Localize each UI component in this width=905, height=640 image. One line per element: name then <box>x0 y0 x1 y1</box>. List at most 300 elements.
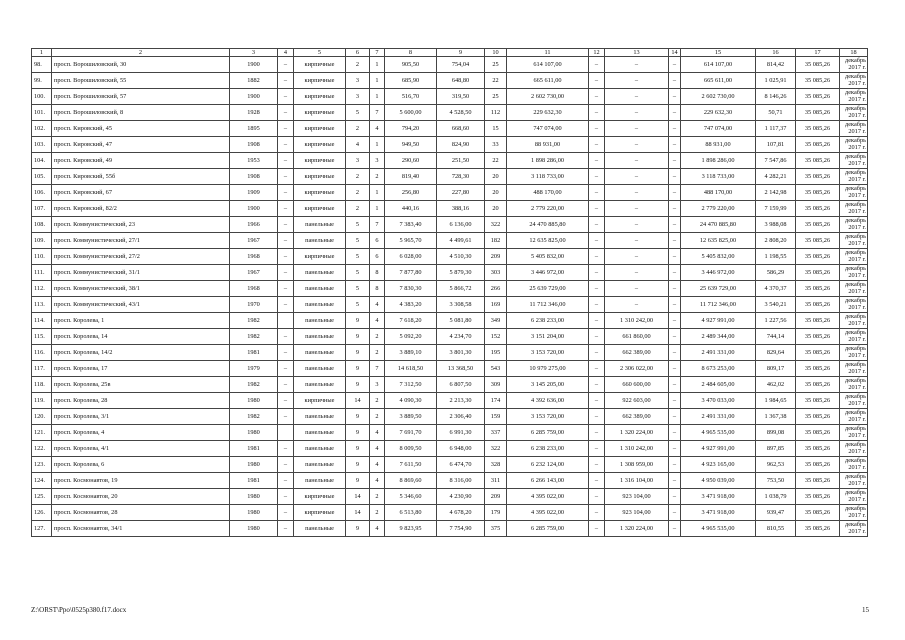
cell-cost-local: – <box>669 297 681 313</box>
cell-residents: 328 <box>485 457 507 473</box>
table-row <box>32 329 868 345</box>
cell-entrances: 2 <box>370 169 385 185</box>
cell-year-repair: – <box>278 505 294 521</box>
table-row <box>32 297 868 313</box>
cell-residents: 349 <box>485 313 507 329</box>
cell-total-area: 6 513,80 <box>385 505 437 521</box>
cell-max-unit-cost: 35 085,26 <box>796 393 840 409</box>
cell-wall-material: панельные <box>294 233 346 249</box>
cell-residents: 266 <box>485 281 507 297</box>
cell-year-repair: – <box>278 489 294 505</box>
cell-floors: 9 <box>346 329 370 345</box>
cell-floors: 2 <box>346 169 370 185</box>
cell-row-number: 102. <box>32 121 52 137</box>
table-row <box>32 169 868 185</box>
cell-cost-regional: – <box>605 281 669 297</box>
cell-total-cost: 665 611,00 <box>507 73 589 89</box>
cell-max-unit-cost: 35 085,26 <box>796 73 840 89</box>
cell-unit-cost: 107,81 <box>756 137 796 153</box>
cell-year-repair: – <box>278 89 294 105</box>
cell-cost-owners: 2 489 344,00 <box>681 329 756 345</box>
cell-max-unit-cost: 35 085,26 <box>796 249 840 265</box>
cell-living-area: 227,80 <box>437 185 485 201</box>
cell-unit-cost: 3 540,21 <box>756 297 796 313</box>
cell-wall-material: панельные <box>294 473 346 489</box>
cell-cost-owners: 3 470 033,00 <box>681 393 756 409</box>
cell-residents: 174 <box>485 393 507 409</box>
cell-year-repair <box>278 425 294 441</box>
table-row <box>32 249 868 265</box>
cell-max-unit-cost: 35 085,26 <box>796 505 840 521</box>
cell-floors: 9 <box>346 345 370 361</box>
cell-address: просп. Коммунистический, 23 <box>52 217 230 233</box>
cell-living-area: 388,16 <box>437 201 485 217</box>
cell-year-built: 1982 <box>230 377 278 393</box>
cell-total-cost: 24 470 885,80 <box>507 217 589 233</box>
cell-planned-date: декабрь 2017 г. <box>840 281 868 297</box>
cell-planned-date: декабрь 2017 г. <box>840 361 868 377</box>
cell-total-cost: 3 153 720,00 <box>507 409 589 425</box>
cell-residents: 543 <box>485 361 507 377</box>
cell-living-area: 4 234,70 <box>437 329 485 345</box>
cell-cost-regional: – <box>605 169 669 185</box>
cell-unit-cost: 962,53 <box>756 457 796 473</box>
column-number-12: 12 <box>589 49 605 57</box>
cell-unit-cost: 7 547,86 <box>756 153 796 169</box>
cell-cost-owners: 11 712 346,00 <box>681 297 756 313</box>
cell-residents: 303 <box>485 265 507 281</box>
cell-address: просп. Коммунистический, 31/1 <box>52 265 230 281</box>
cell-living-area: 4 678,20 <box>437 505 485 521</box>
cell-cost-local: – <box>669 505 681 521</box>
table-row <box>32 233 868 249</box>
cell-unit-cost: 4 282,21 <box>756 169 796 185</box>
cell-unit-cost: 1 025,91 <box>756 73 796 89</box>
cell-cost-owners: 4 965 535,00 <box>681 425 756 441</box>
cell-cost-regional: – <box>605 233 669 249</box>
cell-row-number: 122. <box>32 441 52 457</box>
cell-residents: 311 <box>485 473 507 489</box>
cell-entrances: 4 <box>370 297 385 313</box>
cell-year-repair <box>278 313 294 329</box>
cell-unit-cost: 4 370,37 <box>756 281 796 297</box>
cell-max-unit-cost: 35 085,26 <box>796 265 840 281</box>
cell-address: просп. Коммунистический, 43/1 <box>52 297 230 313</box>
cell-cost-regional: 1 316 104,00 <box>605 473 669 489</box>
cell-entrances: 1 <box>370 137 385 153</box>
cell-year-built: 1970 <box>230 297 278 313</box>
cell-address: просп. Ворошиловский, 8 <box>52 105 230 121</box>
cell-row-number: 106. <box>32 185 52 201</box>
cell-entrances: 3 <box>370 153 385 169</box>
cell-residents: 179 <box>485 505 507 521</box>
cell-planned-date: декабрь 2017 г. <box>840 377 868 393</box>
cell-total-cost: 3 153 720,00 <box>507 345 589 361</box>
cell-residents: 209 <box>485 489 507 505</box>
cell-planned-date: декабрь 2017 г. <box>840 505 868 521</box>
column-number-row <box>32 49 868 57</box>
cell-planned-date: декабрь 2017 г. <box>840 201 868 217</box>
cell-unit-cost: 1 117,37 <box>756 121 796 137</box>
cell-wall-material: кирпичные <box>294 249 346 265</box>
cell-cost-regional: 1 320 224,00 <box>605 521 669 537</box>
cell-unit-cost: 586,29 <box>756 265 796 281</box>
cell-total-area: 794,20 <box>385 121 437 137</box>
cell-total-area: 5 600,00 <box>385 105 437 121</box>
table-row <box>32 361 868 377</box>
cell-floors: 9 <box>346 457 370 473</box>
cell-row-number: 121. <box>32 425 52 441</box>
cell-cost-regional: 661 860,00 <box>605 329 669 345</box>
cell-total-area: 7 877,80 <box>385 265 437 281</box>
table-row <box>32 281 868 297</box>
cell-year-repair: – <box>278 57 294 73</box>
table-row <box>32 425 868 441</box>
table-row <box>32 265 868 281</box>
cell-cost-owners: 4 927 991,00 <box>681 313 756 329</box>
cell-total-area: 256,80 <box>385 185 437 201</box>
cell-cost-owners: 3 471 918,00 <box>681 505 756 521</box>
cell-entrances: 2 <box>370 505 385 521</box>
cell-cost-owners: 2 484 605,00 <box>681 377 756 393</box>
cell-living-area: 754,04 <box>437 57 485 73</box>
cell-cost-federal: – <box>589 201 605 217</box>
cell-max-unit-cost: 35 085,26 <box>796 329 840 345</box>
cell-total-cost: 2 779 220,00 <box>507 201 589 217</box>
cell-wall-material: кирпичные <box>294 105 346 121</box>
table-row <box>32 457 868 473</box>
cell-total-cost: 4 392 636,00 <box>507 393 589 409</box>
cell-max-unit-cost: 35 085,26 <box>796 473 840 489</box>
cell-year-built: 1900 <box>230 89 278 105</box>
cell-address: просп. Космонавтов, 28 <box>52 505 230 521</box>
cell-entrances: 6 <box>370 249 385 265</box>
cell-planned-date: декабрь 2017 г. <box>840 409 868 425</box>
cell-cost-federal: – <box>589 281 605 297</box>
cell-max-unit-cost: 35 085,26 <box>796 121 840 137</box>
cell-cost-owners: 3 118 733,00 <box>681 169 756 185</box>
cell-cost-local: – <box>669 345 681 361</box>
cell-year-repair: – <box>278 409 294 425</box>
cell-wall-material: панельные <box>294 409 346 425</box>
cell-cost-owners: 24 470 885,80 <box>681 217 756 233</box>
cell-year-built: 1895 <box>230 121 278 137</box>
cell-cost-regional: – <box>605 185 669 201</box>
cell-cost-local: – <box>669 137 681 153</box>
cell-wall-material: панельные <box>294 377 346 393</box>
cell-row-number: 113. <box>32 297 52 313</box>
cell-living-area: 668,60 <box>437 121 485 137</box>
cell-planned-date: декабрь 2017 г. <box>840 185 868 201</box>
cell-total-cost: 5 405 832,00 <box>507 249 589 265</box>
cell-row-number: 119. <box>32 393 52 409</box>
column-number-8: 8 <box>385 49 437 57</box>
cell-entrances: 2 <box>370 393 385 409</box>
cell-wall-material: кирпичные <box>294 89 346 105</box>
cell-max-unit-cost: 35 085,26 <box>796 217 840 233</box>
cell-wall-material: панельные <box>294 345 346 361</box>
cell-max-unit-cost: 35 085,26 <box>796 233 840 249</box>
cell-floors: 2 <box>346 57 370 73</box>
table-row <box>32 105 868 121</box>
cell-total-area: 4 090,30 <box>385 393 437 409</box>
table-row <box>32 313 868 329</box>
cell-total-cost: 747 074,00 <box>507 121 589 137</box>
cell-living-area: 4 510,30 <box>437 249 485 265</box>
cell-cost-federal: – <box>589 393 605 409</box>
cell-living-area: 648,80 <box>437 73 485 89</box>
cell-max-unit-cost: 35 085,26 <box>796 281 840 297</box>
cell-cost-regional: – <box>605 217 669 233</box>
cell-cost-federal: – <box>589 169 605 185</box>
table-row <box>32 137 868 153</box>
cell-year-repair: – <box>278 457 294 473</box>
cell-max-unit-cost: 35 085,26 <box>796 441 840 457</box>
cell-cost-local: – <box>669 473 681 489</box>
cell-total-cost: 6 238 233,00 <box>507 313 589 329</box>
cell-floors: 9 <box>346 361 370 377</box>
cell-unit-cost: 7 159,99 <box>756 201 796 217</box>
cell-max-unit-cost: 35 085,26 <box>796 345 840 361</box>
cell-wall-material: панельные <box>294 457 346 473</box>
cell-unit-cost: 744,14 <box>756 329 796 345</box>
cell-cost-owners: 4 927 991,00 <box>681 441 756 457</box>
cell-cost-local: – <box>669 169 681 185</box>
cell-living-area: 251,50 <box>437 153 485 169</box>
cell-wall-material: кирпичные <box>294 57 346 73</box>
cell-living-area: 4 528,50 <box>437 105 485 121</box>
cell-year-repair: – <box>278 201 294 217</box>
column-number-9: 9 <box>437 49 485 57</box>
cell-planned-date: декабрь 2017 г. <box>840 441 868 457</box>
cell-residents: 322 <box>485 217 507 233</box>
cell-cost-regional: 1 310 242,00 <box>605 441 669 457</box>
cell-year-repair: – <box>278 281 294 297</box>
cell-floors: 2 <box>346 121 370 137</box>
cell-entrances: 4 <box>370 425 385 441</box>
cell-max-unit-cost: 35 085,26 <box>796 425 840 441</box>
cell-total-cost: 1 898 286,00 <box>507 153 589 169</box>
cell-cost-owners: 2 779 220,00 <box>681 201 756 217</box>
cell-planned-date: декабрь 2017 г. <box>840 313 868 329</box>
cell-row-number: 99. <box>32 73 52 89</box>
cell-address: просп. Космонавтов, 34/1 <box>52 521 230 537</box>
cell-year-built: 1882 <box>230 73 278 89</box>
cell-cost-local: – <box>669 217 681 233</box>
cell-address: просп. Кировский, 55б <box>52 169 230 185</box>
cell-cost-federal: – <box>589 329 605 345</box>
cell-floors: 9 <box>346 377 370 393</box>
cell-cost-regional: – <box>605 297 669 313</box>
cell-total-area: 7 691,70 <box>385 425 437 441</box>
cell-total-area: 4 383,20 <box>385 297 437 313</box>
cell-cost-local: – <box>669 57 681 73</box>
cell-living-area: 6 991,30 <box>437 425 485 441</box>
cell-year-built: 1979 <box>230 361 278 377</box>
cell-year-built: 1908 <box>230 137 278 153</box>
cell-planned-date: декабрь 2017 г. <box>840 473 868 489</box>
cell-floors: 5 <box>346 281 370 297</box>
cell-living-area: 3 801,30 <box>437 345 485 361</box>
cell-wall-material: панельные <box>294 441 346 457</box>
cell-total-area: 905,50 <box>385 57 437 73</box>
cell-residents: 337 <box>485 425 507 441</box>
cell-total-cost: 488 170,00 <box>507 185 589 201</box>
cell-cost-local: – <box>669 409 681 425</box>
cell-wall-material: панельные <box>294 297 346 313</box>
cell-wall-material: панельные <box>294 425 346 441</box>
cell-entrances: 7 <box>370 361 385 377</box>
cell-total-cost: 2 602 730,00 <box>507 89 589 105</box>
cell-total-area: 7 618,20 <box>385 313 437 329</box>
cell-unit-cost: 2 142,98 <box>756 185 796 201</box>
column-number-11: 11 <box>507 49 589 57</box>
cell-total-cost: 3 118 733,00 <box>507 169 589 185</box>
cell-entrances: 1 <box>370 185 385 201</box>
cell-address: просп. Королева, 6 <box>52 457 230 473</box>
table-row <box>32 217 868 233</box>
cell-residents: 22 <box>485 153 507 169</box>
cell-living-area: 13 368,50 <box>437 361 485 377</box>
cell-cost-federal: – <box>589 345 605 361</box>
cell-year-built: 1980 <box>230 505 278 521</box>
cell-year-built: 1980 <box>230 457 278 473</box>
cell-max-unit-cost: 35 085,26 <box>796 169 840 185</box>
cell-entrances: 6 <box>370 233 385 249</box>
cell-cost-owners: 1 898 286,00 <box>681 153 756 169</box>
column-number-17: 17 <box>796 49 840 57</box>
cell-cost-local: – <box>669 457 681 473</box>
cell-cost-federal: – <box>589 473 605 489</box>
cell-entrances: 4 <box>370 457 385 473</box>
cell-address: просп. Кировский, 49 <box>52 153 230 169</box>
cell-entrances: 8 <box>370 265 385 281</box>
cell-year-built: 1982 <box>230 313 278 329</box>
cell-cost-local: – <box>669 121 681 137</box>
cell-row-number: 126. <box>32 505 52 521</box>
cell-max-unit-cost: 35 085,26 <box>796 457 840 473</box>
cell-cost-owners: 4 923 165,00 <box>681 457 756 473</box>
cell-year-repair: – <box>278 377 294 393</box>
cell-wall-material: панельные <box>294 361 346 377</box>
cell-floors: 9 <box>346 425 370 441</box>
cell-year-built: 1980 <box>230 521 278 537</box>
cell-row-number: 115. <box>32 329 52 345</box>
table-row <box>32 201 868 217</box>
cell-cost-federal: – <box>589 489 605 505</box>
cell-row-number: 116. <box>32 345 52 361</box>
cell-total-area: 6 028,00 <box>385 249 437 265</box>
cell-address: просп. Космонавтов, 19 <box>52 473 230 489</box>
cell-entrances: 1 <box>370 201 385 217</box>
cell-year-built: 1967 <box>230 265 278 281</box>
cell-wall-material: кирпичные <box>294 489 346 505</box>
cell-address: просп. Королева, 4/1 <box>52 441 230 457</box>
cell-wall-material: кирпичные <box>294 153 346 169</box>
cell-address: просп. Коммунистический, 27/1 <box>52 233 230 249</box>
cell-living-area: 6 948,00 <box>437 441 485 457</box>
cell-cost-owners: 4 965 535,00 <box>681 521 756 537</box>
cell-unit-cost: 1 227,56 <box>756 313 796 329</box>
cell-unit-cost: 50,71 <box>756 105 796 121</box>
cell-year-built: 1900 <box>230 201 278 217</box>
cell-unit-cost: 1 984,65 <box>756 393 796 409</box>
cell-total-cost: 3 446 972,00 <box>507 265 589 281</box>
cell-max-unit-cost: 35 085,26 <box>796 89 840 105</box>
cell-planned-date: декабрь 2017 г. <box>840 265 868 281</box>
cell-year-built: 1908 <box>230 169 278 185</box>
cell-planned-date: декабрь 2017 г. <box>840 105 868 121</box>
cell-max-unit-cost: 35 085,26 <box>796 521 840 537</box>
cell-cost-regional: – <box>605 153 669 169</box>
cell-residents: 20 <box>485 185 507 201</box>
cell-living-area: 8 316,00 <box>437 473 485 489</box>
cell-residents: 20 <box>485 169 507 185</box>
cell-cost-owners: 614 107,00 <box>681 57 756 73</box>
cell-living-area: 5 081,80 <box>437 313 485 329</box>
table-row <box>32 121 868 137</box>
cell-year-built: 1981 <box>230 345 278 361</box>
cell-wall-material: панельные <box>294 265 346 281</box>
cell-cost-federal: – <box>589 105 605 121</box>
cell-total-cost: 4 395 022,00 <box>507 505 589 521</box>
cell-year-repair: – <box>278 121 294 137</box>
cell-total-area: 516,70 <box>385 89 437 105</box>
cell-living-area: 4 499,61 <box>437 233 485 249</box>
cell-cost-regional: 1 308 959,00 <box>605 457 669 473</box>
cell-year-built: 1980 <box>230 425 278 441</box>
cell-wall-material: кирпичные <box>294 137 346 153</box>
cell-living-area: 4 230,90 <box>437 489 485 505</box>
column-number-16: 16 <box>756 49 796 57</box>
table-row <box>32 377 868 393</box>
cell-entrances: 2 <box>370 345 385 361</box>
cell-total-cost: 6 266 143,00 <box>507 473 589 489</box>
cell-row-number: 114. <box>32 313 52 329</box>
column-number-13: 13 <box>605 49 669 57</box>
housing-register-table <box>31 48 868 537</box>
column-number-4: 4 <box>278 49 294 57</box>
cell-cost-local: – <box>669 361 681 377</box>
cell-year-repair: – <box>278 185 294 201</box>
cell-wall-material: кирпичные <box>294 169 346 185</box>
cell-address: просп. Королева, 28 <box>52 393 230 409</box>
cell-living-area: 6 474,70 <box>437 457 485 473</box>
cell-planned-date: декабрь 2017 г. <box>840 217 868 233</box>
cell-cost-local: – <box>669 281 681 297</box>
cell-planned-date: декабрь 2017 г. <box>840 73 868 89</box>
cell-floors: 5 <box>346 217 370 233</box>
cell-year-built: 1928 <box>230 105 278 121</box>
cell-residents: 209 <box>485 249 507 265</box>
cell-cost-regional: – <box>605 249 669 265</box>
column-number-14: 14 <box>669 49 681 57</box>
cell-cost-owners: 88 931,00 <box>681 137 756 153</box>
table-row <box>32 521 868 537</box>
cell-floors: 9 <box>346 313 370 329</box>
cell-entrances: 1 <box>370 57 385 73</box>
cell-cost-federal: – <box>589 297 605 313</box>
cell-entrances: 3 <box>370 377 385 393</box>
cell-residents: 33 <box>485 137 507 153</box>
cell-floors: 5 <box>346 249 370 265</box>
cell-floors: 2 <box>346 185 370 201</box>
column-number-7: 7 <box>370 49 385 57</box>
cell-total-cost: 4 395 022,00 <box>507 489 589 505</box>
cell-address: просп. Королева, 3/1 <box>52 409 230 425</box>
cell-living-area: 7 754,90 <box>437 521 485 537</box>
cell-row-number: 108. <box>32 217 52 233</box>
